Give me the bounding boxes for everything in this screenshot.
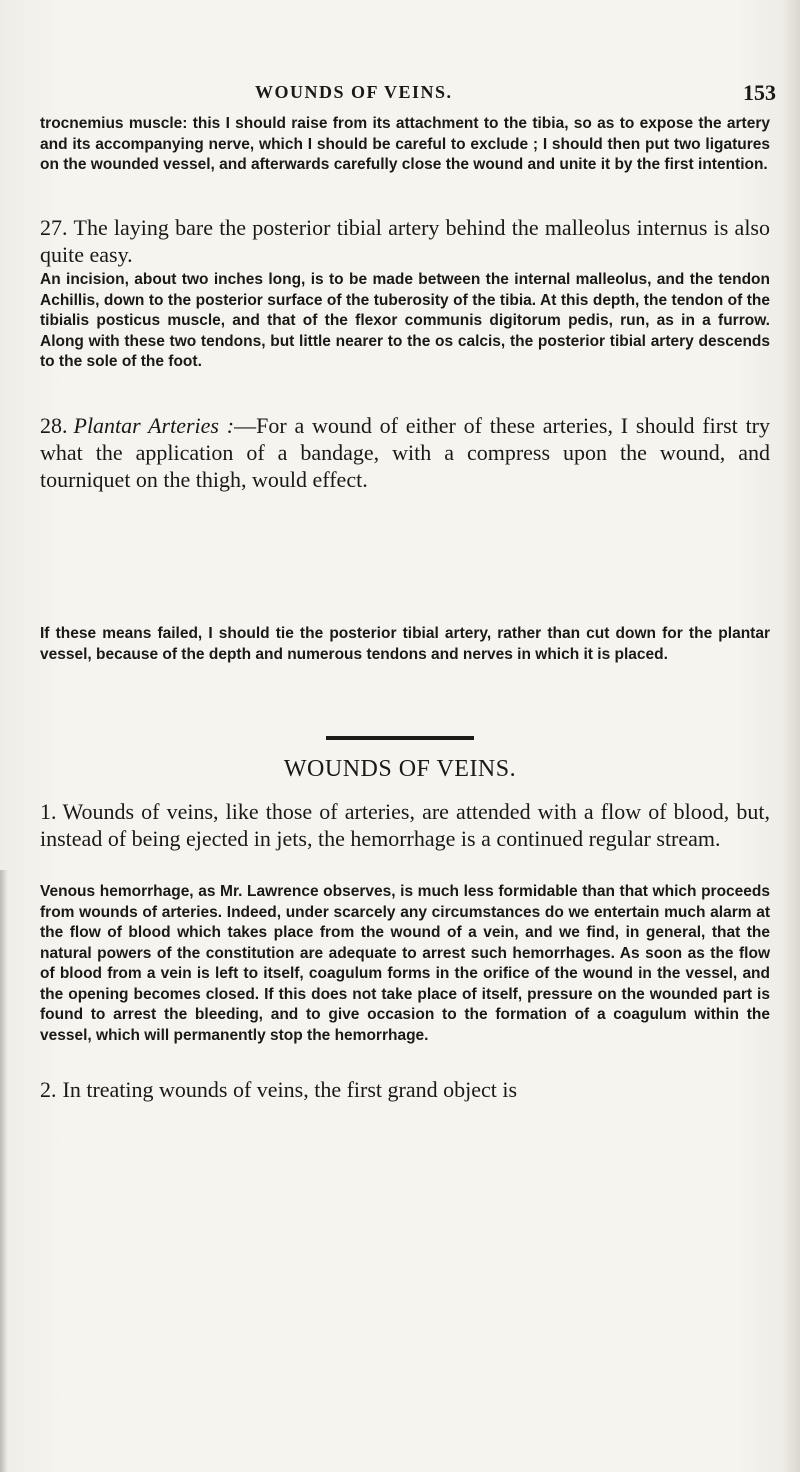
section-paragraph-1-text: Wounds of veins, like those of arteries, are attended with a flow of blood, but, instead of being ejected in jets, the hemorrhage is a continued regular stream. (40, 799, 770, 851)
section-paragraph-1-number: 1. (40, 799, 57, 824)
section-paragraph-2-number: 2. (40, 1077, 57, 1102)
section-paragraph-1-detail-block (40, 882, 770, 1046)
intro-paragraph-block (40, 114, 770, 176)
paragraph-27 (40, 214, 770, 268)
paragraph-28-text: —For a wound of either of these arteries, I should first try what the application of a bandage, with a compress upon the wound, and tourniquet on the thigh, would effect. (40, 413, 771, 492)
paragraph-28 (40, 412, 770, 493)
section-paragraph-1-block (40, 798, 770, 852)
paragraph-28-detail: If these means failed, I should tie the posterior tibial artery, rather than cut down for the plantar vessel, because of the depth and numerous tendons and nerves in which it is placed. (40, 625, 770, 663)
section-paragraph-1-detail: Venous hemorrhage, as Mr. Lawrence observes, is much less formidable than that which proceeds from wounds of arteries. Indeed, under scarcely any circumstances do we entertain much alarm at the flow of blood which takes place from the wound of a vein, and we find, in general, that the natural powers of the constitution are adequate to arrest such hemorrhages. As soon as the flow of blood from a vein is left to itself, coagulum forms in the orifice of the wound in the vessel, and the opening becomes closed. If this does not take place of itself, pressure on the wounded part is found to arrest the bleeding, and to give occasion to the formation of a coagulum within the vessel, which will permanently stop the hemorrhage. (40, 883, 770, 1044)
paragraph-27-text: The laying bare the posterior tibial artery behind the malleolus internus is also quite easy. (40, 215, 770, 267)
section-heading: WOUNDS OF VEINS. (283, 756, 517, 782)
page-number: 153 (743, 80, 776, 105)
paragraph-27-detail: An incision, about two inches long, is to be made between the internal malleolus, and the tendon Achillis, down to the posterior surface of the tuberosity of the tibia. At this depth, the tendon of the tibialis posticus muscle, and that of the flexor communis digitorum pedis, run, as in a furrow. Along with these two tendons, but little nearer to the os calcis, the posterior tibial artery descends to the sole of the foot. (40, 271, 770, 370)
page-edge-shadow (782, 0, 800, 1472)
page-header (0, 80, 800, 106)
section-paragraph-2-text: In treating wounds of veins, the first grand object is (62, 1077, 518, 1102)
paragraph-28-block (40, 412, 770, 493)
paragraph-28-detail-block (40, 624, 770, 665)
running-title: WOUNDS OF VEINS. (255, 82, 453, 102)
section-paragraph-2 (40, 1076, 770, 1103)
paragraph-28-number: 28. (40, 413, 68, 438)
section-paragraph-2-block (40, 1076, 770, 1103)
section-divider-rule (326, 736, 474, 740)
paragraph-27-detail-block (40, 270, 770, 373)
page-binding-shadow (0, 870, 8, 1472)
paragraph-28-title: Plantar Arteries : (73, 413, 235, 438)
section-paragraph-1 (40, 798, 770, 852)
paragraph-27-block (40, 214, 770, 268)
intro-paragraph: trocnemius muscle: this I should raise from its attachment to the tibia, so as to expose the artery and its accompanying nerve, which I should be careful to exclude ; I should then put two ligatures on the wounded vessel, and afterwards carefully close the wound and unite it by the first intention. (40, 115, 770, 173)
paragraph-27-number: 27. (40, 215, 68, 240)
